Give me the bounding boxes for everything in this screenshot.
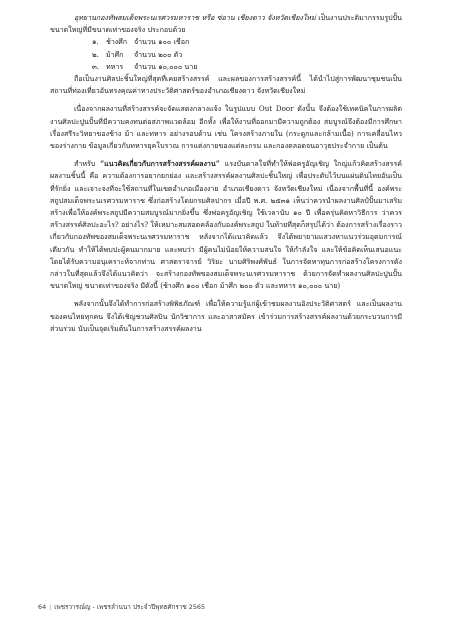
concept-lead: สำหรับ <box>74 159 101 169</box>
intro-paragraph <box>50 12 402 36</box>
intro-lead: อุทยานกองทัพสมเด็จพระนเรศวรมหาราช หรือ ซ่อาน เชียงดาว จังหวัดเชียงใหม่ <box>74 13 316 22</box>
list-item-label: ช้างศึก <box>106 37 128 47</box>
paragraph-concept <box>50 158 402 292</box>
composition-list <box>50 36 402 73</box>
list-item-label: ม้าศึก <box>106 49 124 59</box>
list-item-value: จำนวน ๒๐๐ ตัว <box>134 49 183 59</box>
list-item <box>50 49 402 61</box>
list-item-number: ๑. <box>92 37 99 47</box>
list-item <box>50 61 402 73</box>
article-body <box>50 12 402 335</box>
paragraph-museum: พลังจากนั้นจึงได้ทำการก่อสร้างพิพิธภัณฑ์ เพื่อให้ความรู้แก่ผู้เข้าชมผลงานอิงประวัติศาสตร์ และเป็นผลงานของคนไทยทุกคน จึงได้เชิญชวนศิลปิน นักวิชาการ และอาสาสมัคร เข้าร่วมการสร้างสรรค์ผลงานด้วยกระบวนการมีส่วนร่วม นับเป็นจุดเริ่มต้นในการสร้างสรรค์ผลงาน <box>50 299 402 333</box>
list-item-value: จำนวน ๑๐,๐๐๐ นาย <box>134 61 198 71</box>
list-item <box>50 36 402 48</box>
list-item-label: ทหาร <box>106 61 124 71</box>
concept-body: แรงบันดาลใจที่ทำให้พ่อครูอัญเชิญ ใกญ่แก้วคิดสร้างสรรค์ผลงานชิ้นนี้ คือ ความต้องการอยากยกย่อง และสร้างสรรค์ผลงานศิลปะชิ้นใหญ่ เพื่อประดับไว้บนแผ่นดินไทยอันเป็นที่รักยิ่ง และเจาะจงที่จะใช้สถานที่ในเขตอำเภอเมืองงาย อำเภอเชียงดาว จังหวัดเชียงใหม่ เนื่องจากพื้นที่นี้ องค์พระสถูปสมเด็จพระนเรศวรมหาราช ซึ่งก่อสร้างโดยกรมศิลปากร เมื่อปี พ.ศ. ๒๕๓๑ เห็นว่าควรนำผลงานศิลป์ปั้นมาเสริมสร้างเพื่อให้องค์พระสถูปมีความสมบูรณ์มากยิ่งขึ้น ซึ่งพ่อครูอัญเชิญ ใช้เวลานับ ๑๐ ปี เพื่อครุ่นคิดหาวิธีการ ว่าควรสร้างสรรค์ศิลปะอะไร? อย่างไร? ให้เหมาะสมสอดคล้องกับองค์พระสถูป ในท้ายที่สุดก็สรุปได้ว่า ต้องการสร้างเรื่องราวเกี่ยวกับกองทัพของสมเด็จพระนเรศวรมหาราช หลังจากได้แนวคิดแล้ว จึงได้พยายามแสวงหาแนวร่วมอุดมการณ์เดียวกัน ทำให้ได้พบปะผู้คนมากมาย และพบว่า มีผู้คนไม่น้อยให้ความสนใจ ให้กำลังใจ และให้ข้อคิดเห็นเสนอแนะ โดยได้รับความอนุเคราะห์จากท่าน ศาสตราจารย์ วิริยะ นามศิริพงศ์พันธ์ ในการจัดหาทุนการก่อสร้างโครงการดังกล่าวในที่สุดแล้วจึงได้แนวคิดว่า จะสร้างกองทัพของสมเด็จพระนเรศวรมหาราช ด้วยการจัดทำผลงานศิลปะปูนปั้นขนาดใหญ่ ขนาดเท่าของจริง มีดังนี้ (ช้างศึก ๑๐๐ เชือก ม้าศึก ๒๐๐ ตัว และทหาร ๑๐,๐๐๐ นาย) <box>50 159 403 291</box>
list-item-number: ๓. <box>92 61 100 71</box>
journal-title: เพชรวารณ์ญ - เพชรลำนนา ประจำปีพุทธศักราช 2565 <box>54 603 206 611</box>
concept-heading: “แนวคิดเกี่ยวกับการสร้างสรรค์ผลงาน” <box>100 159 220 169</box>
intro-rest: เป็นงานประติมากรรมรูปปั้นขนาดใหญ่ที่มีขนาดเท่าของจริง ประกอบด้วย <box>50 13 403 35</box>
paragraph-technique: เนื่องจากผลงานที่สร้างสรรค์จะจัดแสดงกลางแจ้ง ในรูปแบบ Out Door ดังนั้น จึงต้องใช้เทคนิคในการผลิตงานศิลปะปูนปั้นที่มีความคงทนต่อสภาพแวดล้อม อีกทั้ง เพื่อให้งานที่ออกมามีความถูกต้อง สมบูรณ์จึงต้องมีการศึกษาเรื่องสรีระวิทยาของช้าง ม้า และทหาร อย่างรอบด้าน เช่น โครงสร้างภายใน (กระดูกและกล้ามเนื้อ) การเคลื่อนไหวของร่างกาย ข้อมูลเกี่ยวกับทหารยุคโบราณ การแต่งกายของแต่ละกรม และกองตลอดจนอาวุธประจำกาย เป็นต้น <box>50 104 402 151</box>
list-item-number: ๒. <box>92 49 99 59</box>
paragraph-significance: ถือเป็นงานศิลปะชิ้นใหญ่ที่สุดที่เคยสร้างสรรค์ และผลของการสร้างสรรค์นี้ ได้นำไปสู่การพัฒนาชุมชนเป็นสถานที่ท่องเที่ยวอันทรงคุณค่าทางประวัติศาสตร์ของอำเภอเชียงดาว จังหวัดเชียงใหม่ <box>50 74 402 96</box>
page-footer <box>38 602 338 612</box>
footer-separator: | <box>49 603 52 611</box>
list-item-value: จำนวน ๑๐๐ เชือก <box>134 37 190 47</box>
page-number: 64 <box>38 603 47 611</box>
